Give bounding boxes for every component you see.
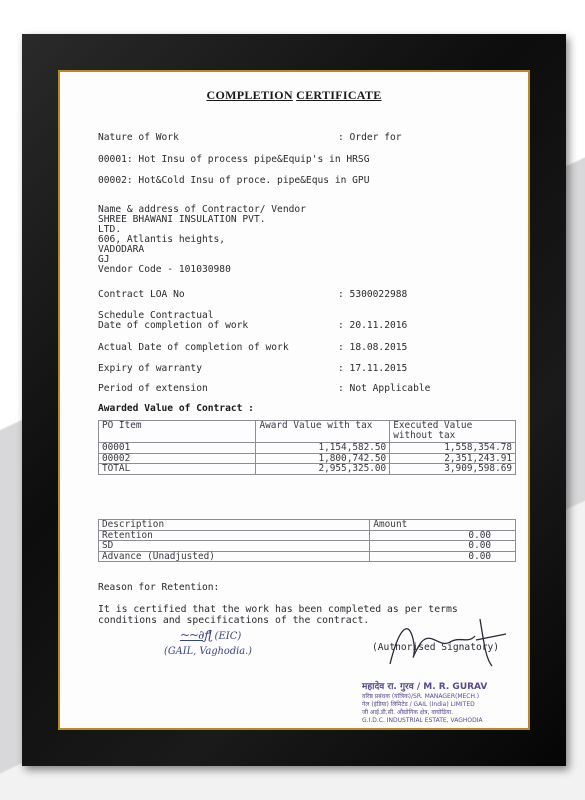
- work-item-1: 00001: Hot Insu of process pipe&Equip's in HRSG: [98, 154, 370, 165]
- po-table-header: [99, 421, 516, 443]
- eic-label: (EIC): [214, 631, 242, 642]
- retention-table: [98, 519, 516, 562]
- warranty-label: Expiry of warranty: [98, 363, 202, 374]
- picture-frame: [22, 34, 566, 766]
- loa-value: : 5300022988: [338, 289, 408, 300]
- certify-line-2: conditions and specifications of the contract.: [98, 615, 370, 626]
- table-row: [99, 443, 516, 454]
- po-row-3-award: 2,955,325.00: [256, 464, 390, 475]
- stamp-name: महादेव रा. गुरव / M. R. GURAV: [362, 682, 488, 692]
- schedule-value: : 20.11.2016: [338, 320, 408, 331]
- po-header-award: Award Value with tax: [256, 421, 390, 443]
- schedule-label-2: Date of completion of work: [98, 320, 249, 331]
- stamp-line-2: गेल (इंडिया) लिमिटेड / GAIL (India) LIMITED: [362, 701, 475, 708]
- stamp-line-1: वरिष्ठ प्रबंधक (यांत्रिक)/SR. MANAGER(MECH.): [362, 693, 480, 700]
- po-row-1-executed: 1,558,354.78: [390, 443, 516, 454]
- loa-label: Contract LOA No: [98, 289, 185, 300]
- address-2: VADODARA: [98, 244, 145, 255]
- po-row-3-item: TOTAL: [99, 464, 256, 475]
- certificate-paper: [62, 74, 526, 726]
- certify-line-1: It is certified that the work has been completed as per terms: [98, 604, 458, 615]
- retention-row-1-description: Retention: [99, 530, 370, 541]
- actual-label: Actual Date of completion of work: [98, 342, 289, 353]
- po-row-2-item: 00002: [99, 453, 256, 464]
- awarded-heading: Awarded Value of Contract :: [98, 403, 254, 414]
- po-row-3-executed: 3,909,598.69: [390, 464, 516, 475]
- po-header-item: PO Item: [99, 421, 256, 443]
- warranty-value: : 17.11.2015: [338, 363, 408, 374]
- work-item-2: 00002: Hot&Cold Insu of proce. pipe&Equs in GPU: [98, 175, 370, 186]
- address-1: 606, Atlantis heights,: [98, 234, 226, 245]
- gold-trim: [58, 70, 530, 730]
- po-row-1-item: 00001: [99, 443, 256, 454]
- actual-value: : 18.08.2015: [338, 342, 408, 353]
- retention-header-amount: Amount: [370, 520, 516, 531]
- contractor-name-1: SHREE BHAWANI INSULATION PVT.: [98, 214, 266, 225]
- contractor-label: Name & address of Contractor/ Vendor: [98, 204, 306, 215]
- official-stamp: [362, 682, 526, 725]
- po-row-2-award: 1,800,742.50: [256, 453, 390, 464]
- po-row-1-award: 1,154,582.50: [256, 443, 390, 454]
- signature-left: [164, 626, 253, 657]
- nature-value: : Order for: [338, 132, 402, 143]
- eic-scribble: ~~∂ꝭɭ: [180, 628, 212, 642]
- retention-row-3-amount: 0.00: [370, 551, 516, 562]
- table-row: [99, 530, 516, 541]
- vendor-code: Vendor Code - 101030980: [98, 264, 231, 275]
- retention-header-description: Description: [99, 520, 370, 531]
- certificate-title: COMPLETION CERTIFICATE: [206, 88, 382, 102]
- address-3: GJ: [98, 254, 110, 265]
- retention-row-2-description: SD: [99, 541, 370, 552]
- po-table: [98, 420, 516, 475]
- authorised-signatory: (Authorised Signatory): [372, 642, 500, 653]
- po-header-executed: Executed Value without tax: [390, 421, 516, 443]
- table-row: [99, 453, 516, 464]
- retention-reason: Reason for Retention:: [98, 582, 220, 593]
- retention-table-header: [99, 520, 516, 531]
- table-row: [99, 551, 516, 562]
- schedule-label-1: Schedule Contractual: [98, 310, 214, 321]
- retention-row-2-amount: 0.00: [370, 541, 516, 552]
- po-row-2-executed: 2,351,243.91: [390, 453, 516, 464]
- retention-row-3-description: Advance (Unadjusted): [99, 551, 370, 562]
- extension-label: Period of extension: [98, 383, 208, 394]
- signature-right: [380, 614, 510, 674]
- extension-value: : Not Applicable: [338, 383, 431, 394]
- place-label: (GAIL, Vaghodia.): [164, 646, 253, 657]
- nature-label: Nature of Work: [98, 132, 179, 143]
- contractor-name-2: LTD.: [98, 224, 122, 235]
- retention-row-1-amount: 0.00: [370, 530, 516, 541]
- table-row: [99, 464, 516, 475]
- stamp-line-4: G.I.D.C. INDUSTRIAL ESTATE, VAGHODIA: [362, 717, 483, 724]
- table-row: [99, 541, 516, 552]
- stamp-line-3: जी आई.डी.सी. औद्योगिक क्षेत्र, वाघोडिया.: [362, 709, 454, 716]
